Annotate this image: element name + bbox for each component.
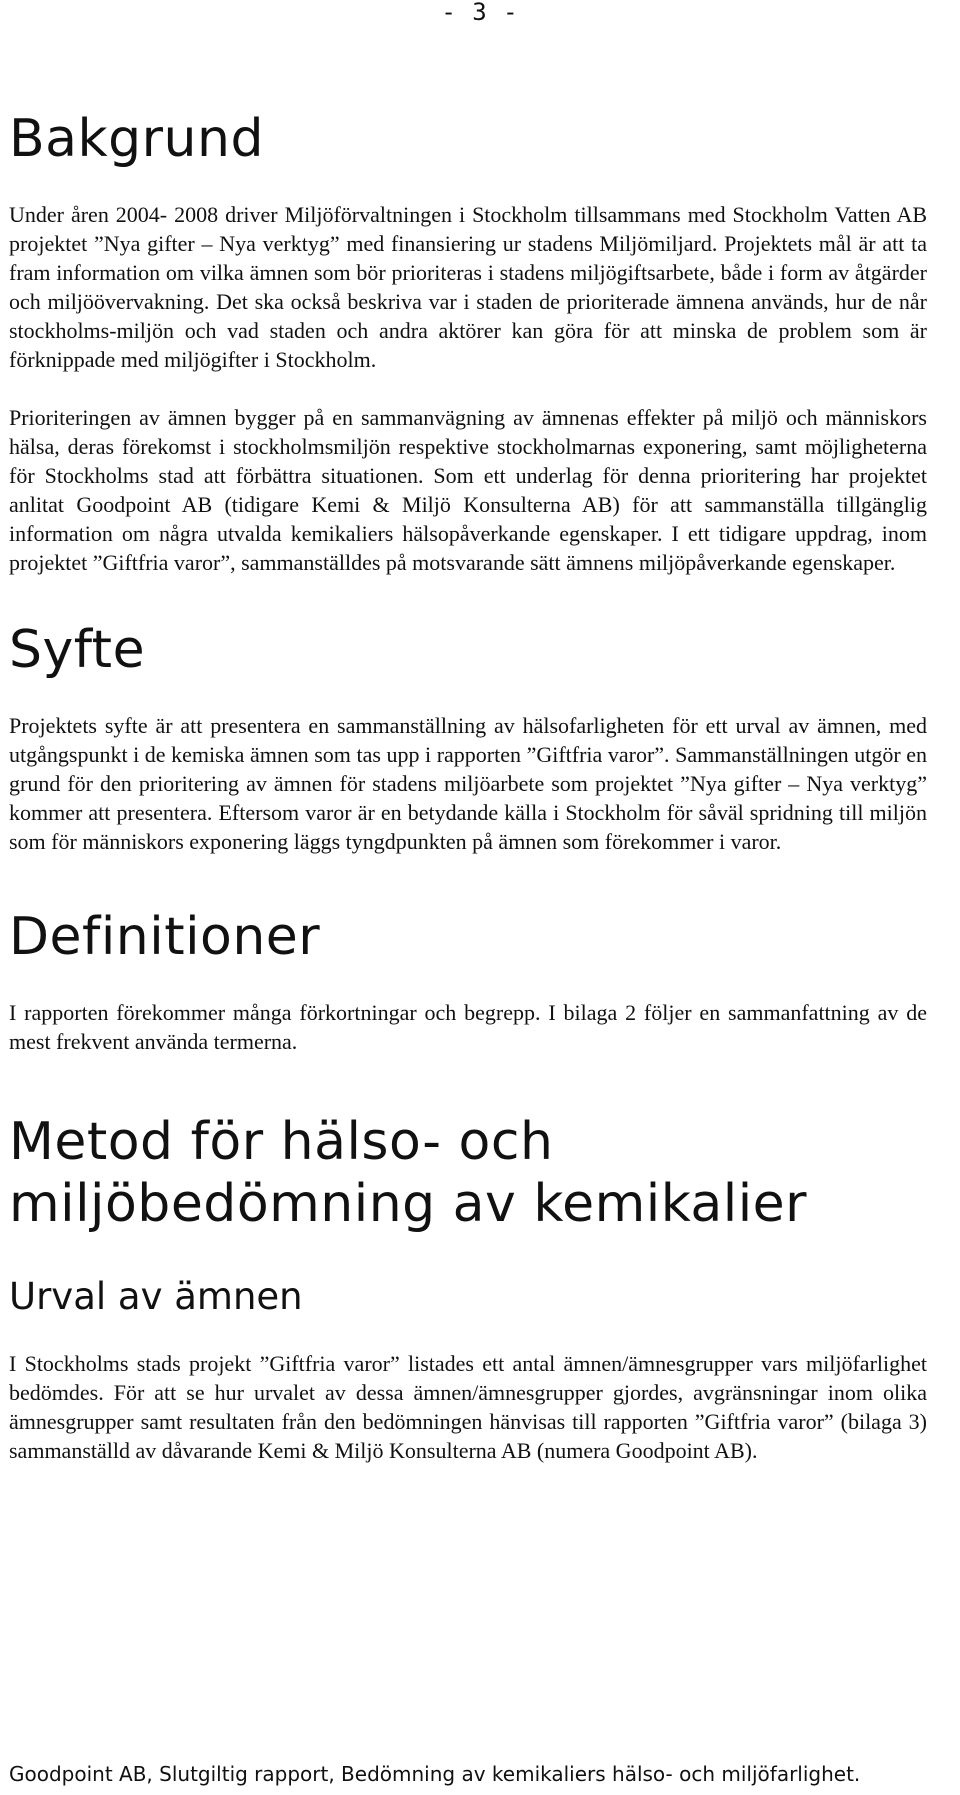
heading-bakgrund: Bakgrund [9, 109, 264, 169]
document-body [9, 108, 927, 1465]
paragraph-urval: I Stockholms stads projekt ”Giftfria varor” listades ett antal ämnen/ämnesgrupper vars miljöfarlighet bedömdes. För att se hur urvalet av dessa ämnen/ämnesgrupper gjordes, avgränsningar inom olika ämnesgrupper samt resultaten från den bedömningen hänvisas till rapporten ”Giftfria varor” (bilaga 3) sammanställd av dåvarande Kemi & Miljö Konsulterna AB (numera Goodpoint AB). [9, 1351, 927, 1463]
paragraph-bakgrund-1: Under åren 2004- 2008 driver Miljöförvaltningen i Stockholm tillsammans med Stockholm Vatten AB projektet ”Nya gifter – Nya verktyg” med finansiering ur stadens Miljömiljard. Projektets mål är att ta fram information om vilka ämnen som bör prioriteras i stadens miljögiftsarbete, både i form av åtgärder och miljöövervakning. Det ska också beskriva var i staden de prioriterade ämnena används, hur de når stockholms-miljön och vad staden och andra aktörer kan göra för att minska de problem som är förknippade med miljögifter i Stockholm. [9, 202, 927, 372]
heading-definitioner: Definitioner [9, 907, 321, 967]
heading-metod: Metod för hälso- och miljöbedömning av kemikalier [9, 1112, 808, 1234]
paragraph-syfte: Projektets syfte är att presentera en sammanställning av hälsofarligheten för ett urval av ämnen, med utgångspunkt i de kemiska ämnen som tas upp i rapporten ”Giftfria varor”. Sammanställningen utgör en grund för den prioritering av ämnen för stadens miljöarbete som projektet ”Nya gifter – Nya verktyg” kommer att presentera. Eftersom varor är en betydande källa i Stockholm för såväl spridning till miljön som för människors exponering läggs tyngdpunkten på ämnen som förekommer i varor. [9, 713, 927, 854]
paragraph-bakgrund-2: Prioriteringen av ämnen bygger på en sammanvägning av ämnenas effekter på miljö och människors hälsa, deras förekomst i stockholmsmiljön respektive stockholmarnas exponering, samt möjligheterna för Stockholms stad att förbättra situationen. Som ett underlag för denna prioritering har projektet anlitat Goodpoint AB (tidigare Kemi & Miljö Konsulterna AB) för att sammanställa tillgänglig information om några utvalda kemikaliers hälsopåverkande egenskaper. I ett tidigare uppdrag, inom projektet ”Giftfria varor”, sammanställdes på motsvarande sätt ämnens miljöpåverkande egenskaper. [9, 405, 927, 575]
heading-urval: Urval av ämnen [9, 1275, 303, 1318]
paragraph-definitioner: I rapporten förekommer många förkortningar och begrepp. I bilaga 2 följer en sammanfattning av de mest frekvent använda termerna. [9, 1000, 927, 1054]
page-footer: Goodpoint AB, Slutgiltig rapport, Bedömning av kemikaliers hälso- och miljöfarlighet. [9, 1762, 861, 1786]
page-number: - 3 - [441, 0, 519, 26]
heading-syfte: Syfte [9, 620, 146, 680]
